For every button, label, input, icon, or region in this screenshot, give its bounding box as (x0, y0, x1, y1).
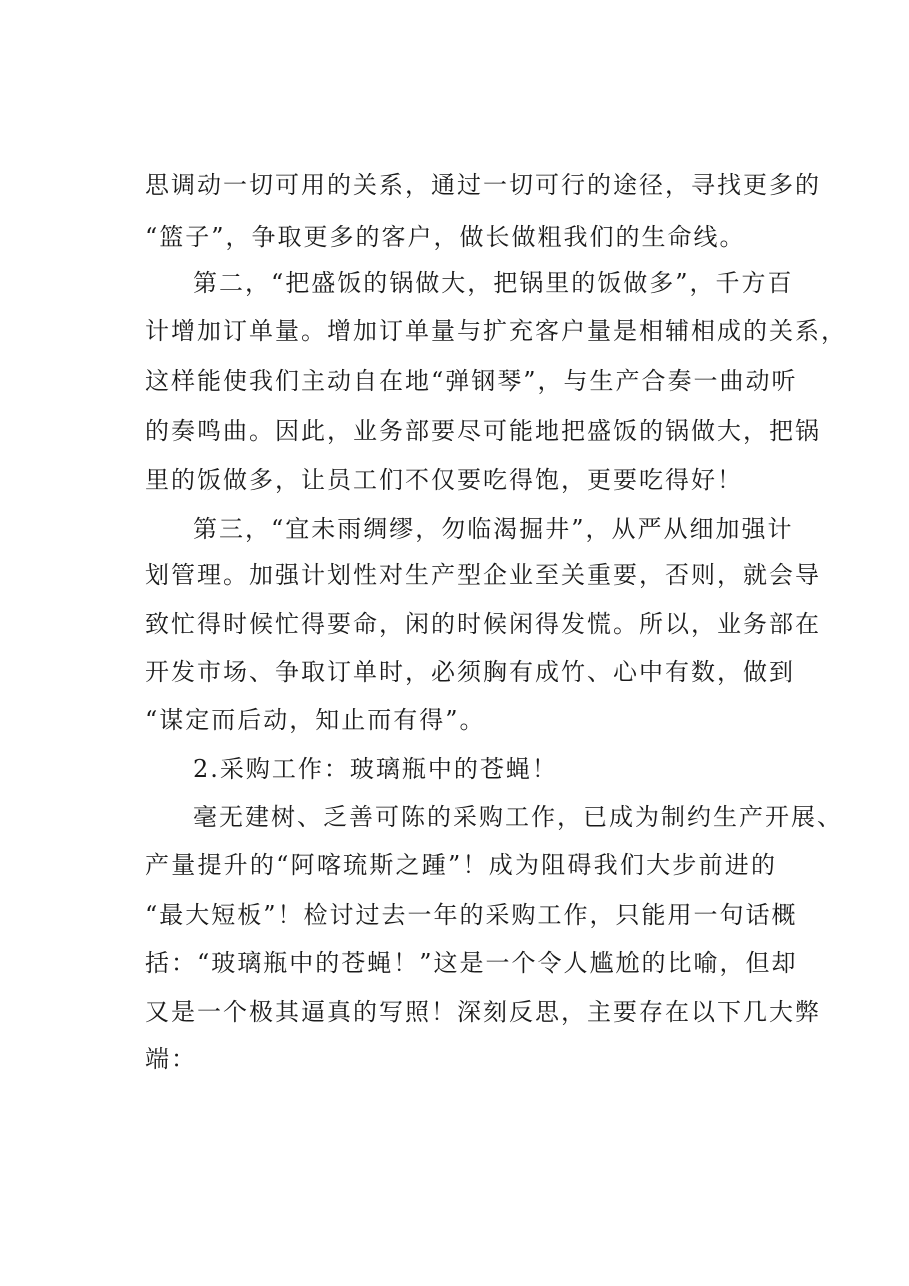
paragraph-line: 又是一个极其逼真的写照！深刻反思，主要存在以下几大弊 (145, 998, 821, 1026)
paragraph-line: 计增加订单量。增加订单量与扩充客户量是相辅相成的关系， (145, 317, 847, 345)
paragraph-line: 产量提升的“阿喀琉斯之踵”！成为阻碍我们大步前进的 (145, 851, 777, 879)
paragraph-line: 思调动一切可用的关系，通过一切可行的途径，寻找更多的 (145, 171, 821, 199)
paragraph-line: “谋定而后动，知止而有得”。 (145, 706, 486, 734)
paragraph-line: 划管理。加强计划性对生产型企业至关重要，否则，就会导 (145, 561, 821, 589)
paragraph-line: 致忙得时候忙得要命，闲的时候闲得发慌。所以，业务部在 (145, 610, 821, 638)
paragraph-line: 第二，“把盛饭的锅做大，把锅里的饭做多”，千方百 (193, 269, 794, 297)
paragraph-line: 开发市场、争取订单时，必须胸有成竹、心中有数，做到 (145, 658, 795, 686)
paragraph-line: “篮子”，争取更多的客户，做长做粗我们的生命线。 (145, 223, 746, 251)
paragraph-line: 里的饭做多，让员工们不仅要吃得饱，更要吃得好！ (145, 466, 743, 494)
paragraph-line: 这样能使我们主动自在地“弹钢琴”，与生产合奏一曲动听 (145, 367, 798, 395)
paragraph-line: 括：“玻璃瓶中的苍蝇！”这是一个令人尴尬的比喻，但却 (145, 949, 798, 977)
paragraph-line: “最大短板”！检讨过去一年的采购工作，只能用一句话概 (145, 901, 798, 929)
paragraph-line: 第三，“宜未雨绸缪，勿临渴掘井”，从严从细加强计 (193, 515, 794, 543)
section-heading: 2.采购工作：玻璃瓶中的苍蝇！ (193, 755, 558, 783)
paragraph-line: 毫无建树、乏善可陈的采购工作，已成为制约生产开展、 (193, 803, 843, 831)
paragraph-line: 的奏鸣曲。因此，业务部要尽可能地把盛饭的锅做大，把锅 (145, 417, 821, 445)
paragraph-line: 端： (145, 1045, 197, 1073)
